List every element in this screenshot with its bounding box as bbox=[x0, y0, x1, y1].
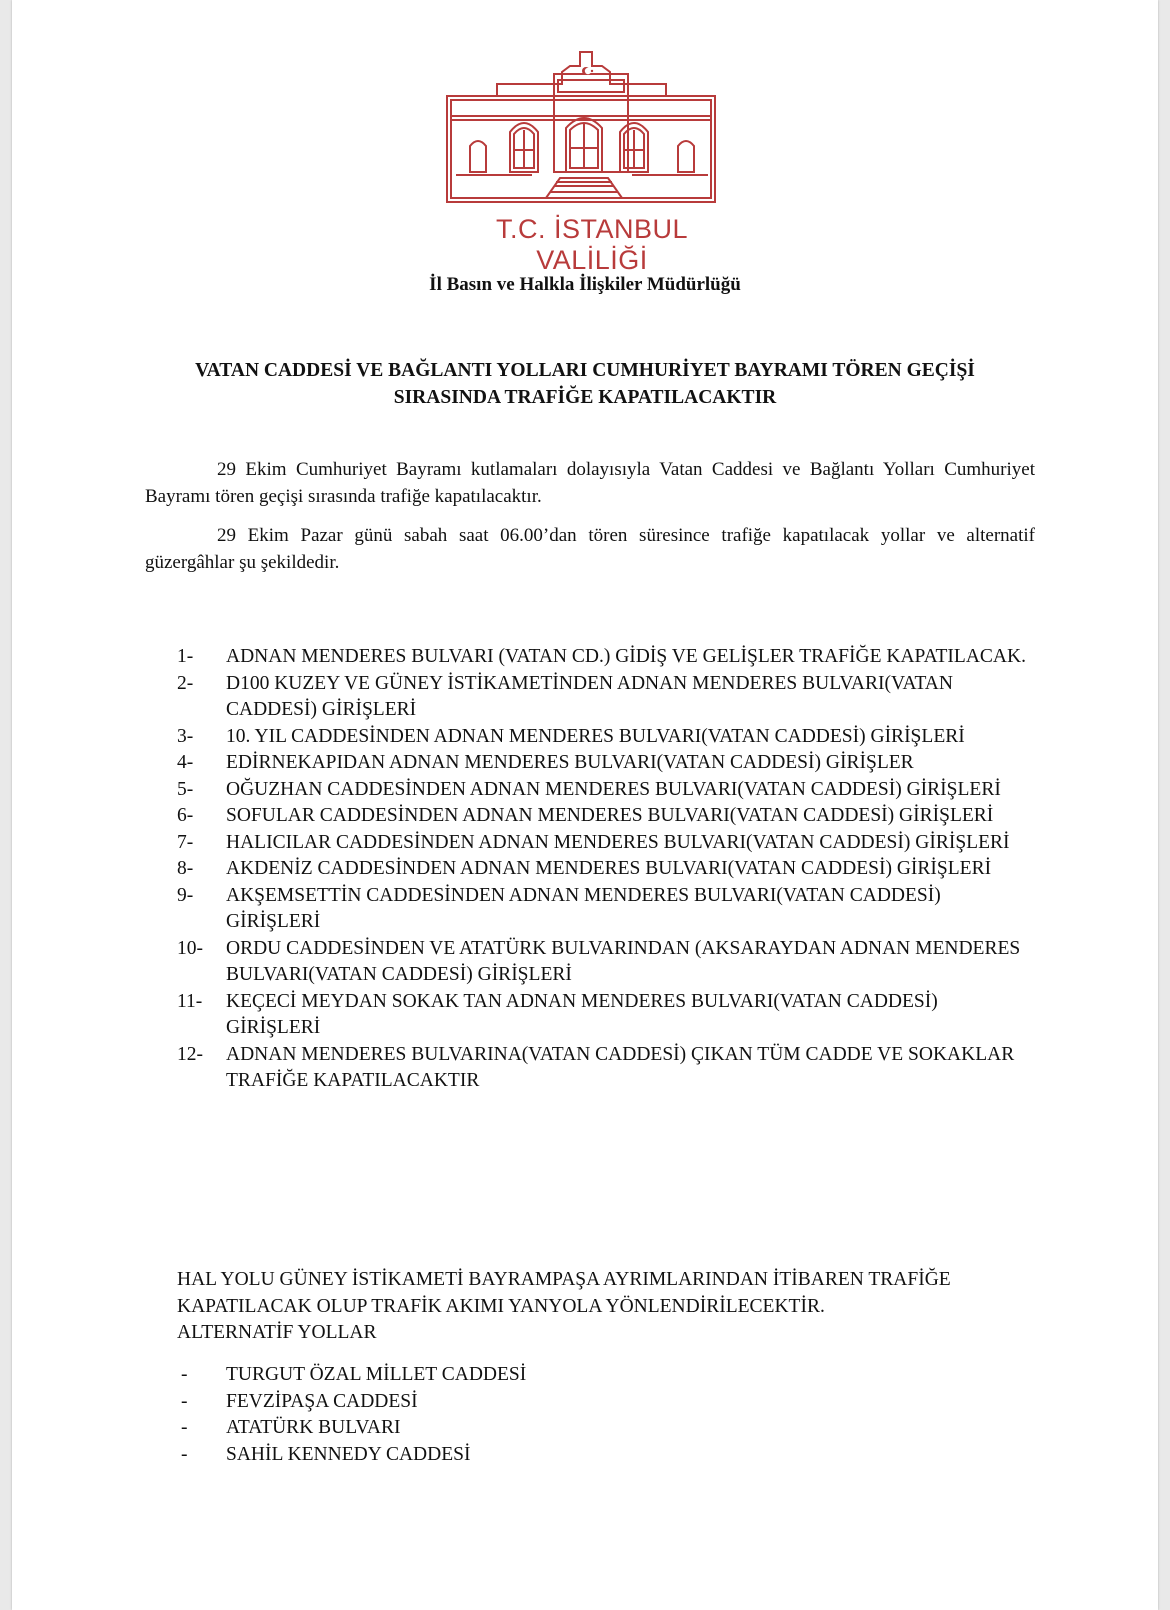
list-item-number: 6- bbox=[177, 805, 194, 826]
list-item bbox=[177, 1362, 877, 1389]
list-item-text: TURGUT ÖZAL MİLLET CADDESİ bbox=[226, 1364, 527, 1385]
list-item-text: AKŞEMSETTİN CADDESİNDEN ADNAN MENDERES BULVARI(VATAN CADDESİ) GİRİŞLERİ bbox=[226, 884, 941, 932]
list-item-text: HALICILAR CADDESİNDEN ADNAN MENDERES BULVARI(VATAN CADDESİ) GİRİŞLERİ bbox=[226, 831, 1010, 853]
list-item-number: 9- bbox=[177, 884, 194, 906]
department-name: İl Basın ve Halkla İlişkiler Müdürlüğü bbox=[429, 274, 741, 295]
schedule-paragraph bbox=[145, 522, 1035, 576]
list-item-number: 1- bbox=[177, 646, 194, 667]
list-item bbox=[177, 671, 1027, 724]
list-item-number: 11- bbox=[177, 990, 203, 1012]
list-item bbox=[177, 936, 1027, 989]
list-item-text: AKDENİZ CADDESİNDEN ADNAN MENDERES BULVARI(VATAN CADDESİ) GİRİŞLERİ bbox=[226, 858, 992, 879]
page-title: VATAN CADDESİ VE BAĞLANTI YOLLARI CUMHURİYET BAYRAMI TÖREN GEÇİŞİ SIRASINDA TRAFİĞE KAPATILACAKTIR bbox=[195, 360, 975, 408]
list-item bbox=[177, 777, 1027, 804]
list-item bbox=[177, 989, 1027, 1042]
list-item bbox=[177, 883, 1027, 936]
document-page bbox=[12, 0, 1158, 1610]
hal-yolu-notice bbox=[177, 1267, 1027, 1347]
closed-roads-list bbox=[177, 644, 1027, 1095]
list-item-bullet: - bbox=[181, 1390, 188, 1412]
list-item-number: 4- bbox=[177, 752, 194, 773]
list-item-text: KEÇECİ MEYDAN SOKAK TAN ADNAN MENDERES BULVARI(VATAN CADDESİ) GİRİŞLERİ bbox=[226, 990, 938, 1038]
list-item bbox=[177, 1415, 877, 1442]
list-item-number: 8- bbox=[177, 858, 194, 879]
list-item bbox=[177, 724, 1027, 751]
list-item bbox=[177, 1442, 877, 1469]
list-item bbox=[177, 856, 1027, 883]
list-item-number: 7- bbox=[177, 831, 194, 853]
logo-title: T.C. İSTANBUL VALİLİĞİ bbox=[495, 214, 689, 275]
list-item bbox=[177, 1042, 1027, 1095]
list-item-text: ORDU CADDESİNDEN VE ATATÜRK BULVARINDAN (AKSARAYDAN ADNAN MENDERES BULVARI(VATAN CADDESİ) GİRİŞLERİ bbox=[226, 937, 1021, 985]
alternative-routes-list bbox=[177, 1362, 877, 1468]
list-item-text: SOFULAR CADDESİNDEN ADNAN MENDERES BULVARI(VATAN CADDESİ) GİRİŞLERİ bbox=[226, 805, 994, 826]
list-item bbox=[177, 750, 1027, 777]
governorship-building-icon bbox=[442, 44, 742, 214]
list-item-number: 12- bbox=[177, 1043, 203, 1065]
list-item-text: EDİRNEKAPIDAN ADNAN MENDERES BULVARI(VATAN CADDESİ) GİRİŞLER bbox=[226, 752, 914, 773]
list-item-text: OĞUZHAN CADDESİNDEN ADNAN MENDERES BULVARI(VATAN CADDESİ) GİRİŞLERİ bbox=[226, 778, 1001, 800]
list-item-text: D100 KUZEY VE GÜNEY İSTİKAMETİNDEN ADNAN MENDERES BULVARI(VATAN CADDESİ) GİRİŞLERİ bbox=[226, 672, 953, 720]
list-item-number: 3- bbox=[177, 725, 194, 747]
hal-yolu-notice-text: HAL YOLU GÜNEY İSTİKAMETİ BAYRAMPAŞA AYRIMLARINDAN İTİBAREN TRAFİĞE KAPATILACAK OLUP TRAFİK AKIMI YANYOLA YÖNLENDİRİLECEKTİR. bbox=[177, 1269, 951, 1317]
list-item-number: 10- bbox=[177, 937, 203, 959]
list-item-text: SAHİL KENNEDY CADDESİ bbox=[226, 1443, 471, 1465]
istanbul-valiligi-logo bbox=[442, 44, 742, 275]
list-item-number: 2- bbox=[177, 672, 194, 694]
list-item-bullet: - bbox=[181, 1443, 188, 1465]
list-item-text: ADNAN MENDERES BULVARINA(VATAN CADDESİ) ÇIKAN TÜM CADDE VE SOKAKLAR TRAFİĞE KAPATILACAKTIR bbox=[226, 1043, 1015, 1091]
list-item-bullet: - bbox=[181, 1364, 188, 1385]
list-item bbox=[177, 803, 1027, 830]
list-item-bullet: - bbox=[181, 1417, 188, 1438]
list-item bbox=[177, 1389, 877, 1416]
list-item-number: 5- bbox=[177, 778, 194, 800]
list-item bbox=[177, 830, 1027, 857]
list-item-text: 10. YIL CADDESİNDEN ADNAN MENDERES BULVARI(VATAN CADDESİ) GİRİŞLERİ bbox=[226, 725, 965, 747]
intro-paragraph-text: 29 Ekim Cumhuriyet Bayramı kutlamaları dolayısıyla Vatan Caddesi ve Bağlantı Yolları Cumhuriyet Bayramı tören geçişi sırasında trafiğe kapatılacaktır. bbox=[145, 459, 1035, 507]
list-item bbox=[177, 644, 1027, 671]
schedule-paragraph-text: 29 Ekim Pazar günü sabah saat 06.00’dan tören süresince trafiğe kapatılacak yollar ve alternatif güzergâhlar şu şekildedir. bbox=[145, 525, 1035, 573]
list-item-text: FEVZİPAŞA CADDESİ bbox=[226, 1390, 418, 1412]
alternative-routes-heading: ALTERNATİF YOLLAR bbox=[177, 1322, 377, 1343]
list-item-text: ADNAN MENDERES BULVARI (VATAN CD.) GİDİŞ VE GELİŞLER TRAFİĞE KAPATILACAK. bbox=[226, 646, 1026, 667]
list-item-text: ATATÜRK BULVARI bbox=[226, 1417, 401, 1438]
intro-paragraph bbox=[145, 456, 1035, 510]
